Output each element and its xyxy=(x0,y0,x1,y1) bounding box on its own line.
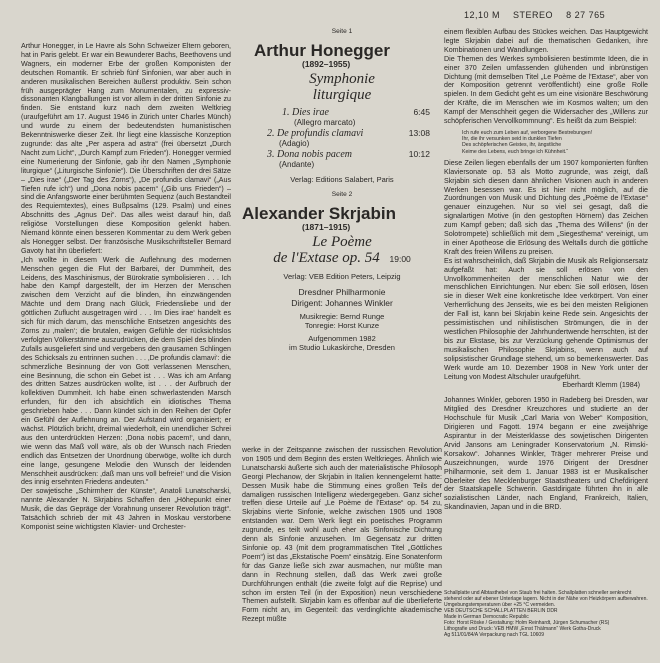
movement-time: 6:45 xyxy=(413,106,430,117)
fine-print: Schallplatte und Albtasthebel von Staub frei halten. Schallplatten schneller senkrecht stehend oder auf ebener Unterlage lagern. Nicht in der Nähe von Heizkörpern aufbewahren. Umgebungstemperaturen über +25 °C vermeiden. VEB DEUTSCHE SCHALLPLATTEN BERLIN DDR Made in German Democratic Republic Foto: Horst Röske / Gestaltung: Holm Reinhardt, Jürgen Schumacher (RS) Lithografie und Druck: VEB HMW „Ernst Thälmann“ Werk Gotha-Druck Ag 511/01/84/A Verpackung nach TGL 10609 xyxy=(444,590,648,638)
movement-time: 10:12 xyxy=(408,148,430,159)
movement-time: 13:08 xyxy=(408,127,430,138)
work-title-1a: Symphonie xyxy=(309,70,375,87)
right-column xyxy=(444,28,648,512)
work-title-2b-text: de l'Extase op. 54 xyxy=(273,249,380,266)
duration: 12,10 M xyxy=(464,10,501,20)
conductor: Dirigent: Johannes Winkler xyxy=(291,297,393,308)
publisher-1: Verlag: Editions Salabert, Paris xyxy=(290,174,394,184)
movement-title: 3. Dona nobis pacem xyxy=(267,148,352,160)
recording-year: Aufgenommen 1982 xyxy=(308,334,376,344)
composer-skrjabin: Alexander Skrjabin xyxy=(242,203,397,223)
left-body-text: Arthur Honegger, in Le Havre als Sohn Schweizer Eltern geboren, hat in Paris gelebt. Er war ein Bewunderer Bachs, Beethovens und Wagners, ein moderner Erbe der großen Komponisten der deutschen Romantik. Er schrieb fünf Sinfonien, war aber auch in anderen musikalischen Bereichen äußerst produktiv. Sein schon früh ausgeprägter Hang zum Monumentalen, zu expressiv-dissonanten Klangballungen ist vor allem in der dritten Sinfonie zu finden. Sie entstand kurz nach dem zweiten Weltkrieg (uraufgeführt am 17. August 1946 in Zürich unter Charles Münch) und wurde zu einem der bedeutendsten humanistischen Bekenntniswerke dieser Zeit. Ihr liegt eine klassische Konzeption zugrunde: das alte „Per aspera ad astra“ (frei übersetzt „Durch Nacht zum Licht“, „Durch Kampf zum Frieden“). Honegger vermied eine Numerierung der Sinfonie, gab ihr den Namen „Symphonie liturgique“ („Liturgische Sinfonie“). Die Überschriften der drei Sätze – „Dies irae“ („Der Tag des Zorns“), „De profundis clamavi“ („Aus Tiefen rufe ich“) und „Dona nobis pacem“ („Gib uns Frieden“) – sind die Anfangsworte einer berühmten Sequenz (auch Bestandteil des Requiemtextes), eines Bußpsalms (129. Psalm) und eines Abschnitts des „Agnus Dei“. Das alles weist darauf hin, daß religiöse Vorstellungen diese Komposition gelenkt haben. Niemand könnte einen besseren Kommentar zu dem Werk geben als Honegger selbst. Der französische Musikschriftsteller Bernard Gavoty hat ihn überliefert: „Ich wollte in diesem Werk die Auflehnung des modernen Menschen gegen die Flut der Barbarei, der Dummheit, des Leidens, des Maschinismus, der Bürokratie symbolisieren . . . Ich habe den Kampf dargestellt, der im Herzen der Menschen zwischen dem Verzicht auf die blinden, ihn einzwängenden Mächte und dem Drang nach Glück, Friedensliebe und der göttlichen Zuflucht ausgetragen wird . . . Im Dies irae‘ handelt es sich für mich darum, das menschliche Entsetzen angesichts des Zorns zu ‚malen‘; die brutalen, ewigen Gefühle der rücksichtslos verfolgten Völkerstämme auszudrücken, die dem Spiel des blinden Zufalls ausgeliefert sind und vergebens den grausamen Schlingen des Schicksals zu entrinnen suchen . . . ‚De profundis clamavi‘: die schmerzliche Besinnung der von Gott verlassenen Menschen, eine Besinnung, die schon ein Gebet ist . . . Was ich am Anfang des dritten Satzes ausdrücken wollte, ist . . . der Aufbruch der kollektiven Dummheit. Ich habe einen schwerlastenden Marsch erfunden, für den ich absichtlich ein idiotisches Thema geschrieben habe . . . Dann kündet sich in den Reihen der Opfer ein Gefühl der Auflehnung an. Der Aufstand wird organisiert; er wächst. Plötzlich bricht, dreimal wiederholt, ein unendlicher Schrei aus den unterdrückten Herzen: ‚Dona nobis pacem!‘, und dann, wie wenn das Maß voll wäre, als ob der Wunsch nach Frieden endlich das Entsetzen der Unordnung überwöge, wollte ich durch eine lange, gesungene Melodie den Wunsch der leidenden Menschheit ausdrücken: ‚daß man uns voll befreie!‘ und die Vision des innig ersehnten Friedens andeuten.“ Der sowjetische „Schirmherr der Künste“, Anatoli Lunatscharski, nannte Alexander N. Skrjabins Schaffen den „Höhepunkt einer Musik, die das Gepräge der Vorahnung unserer Revolution trägt“. Tatsächlich schrieb der mit 43 Jahren in Moskau verstorbene Komponist seine wichtigsten Klavier- und Orchester- xyxy=(21,42,231,531)
left-column xyxy=(21,42,231,532)
orchestra: Dresdner Philharmonie xyxy=(298,287,386,298)
center-bottom-column xyxy=(242,446,442,624)
conductor-bio: Johannes Winkler, geboren 1950 in Radeberg bei Dresden, war Mitglied des Dresdner Kreuzchores und studierte an der Hochschule für Musik „Carl Maria von Weber“ Komposition, Dirigieren und Fagott. 1974 begann er eine zweijährige Aspirantur in der Meisterklasse des sowjetischen Dirigenten Arvid Jansons am Leningrader Konservatorium „N. Rimski-Korsakow“. Johannes Winkler, Träger mehrerer Preise und Auszeichnungen, wurde 1976 Dirigent der Dresdner Philharmonie, seit dem 1. Januar 1983 ist er Musikalischer Oberleiter des Mecklenburger Staatstheaters und Chefdirigent der Staatskapelle Schwerin. Gastdirigate führten ihn in alle sozialistischen Länder, nach England, Frankreich, Italien, Skandinavien, Japan und in die BRD. xyxy=(444,396,648,512)
catalog-number: 8 27 765 xyxy=(566,10,606,20)
movement-tempo: (Adagio) xyxy=(279,138,310,148)
side-2-label: Seite 2 xyxy=(331,190,353,198)
author-signature: Eberhardt Klemm (1984) xyxy=(562,381,640,390)
right-body-text-2: Diese Zeilen liegen ebenfalls der um 1907 komponierten fünften Klaviersonate op. 53 als Motto zugrunde, was zeigt, daß Skrjabin sich diesen dann ähnlichen Visionen auch in anderen Werken besessen war. Es ist hier nicht möglich, auf die Zuordnungen von Musik und Dichtung des „Poème de l'Extase“ genauer einzugehen. Nur so viel sei gesagt, daß die signalartigen Motive (in den gestopften Hörnern) das Zeichen zum Kampf geben; daß sich das „Thema des Willens“ (in der Solotrompete) schließlich mit dem „Siegesthema“ vereinigt, um in einer Apotheose die Erlösung des Weltalls durch die göttliche Kraft des freien Willens zu preisen. Es ist wahrscheinlich, daß Skrjabin die Musik als Religionsersatz aufgefaßt hat: Auch sie soll erlösen von den Unvollkommenheiten der menschlichen Natur wie der menschlichen Einrichtungen. Nur eben: Sie soll erlösen, lösen sie in dieser Welt eine konkretische Idee verkörpert. Von einer Verherrlichung des Jenseits, wie es bei den meisten Religionen der Fall ist, kann bei Skrjabin keine Rede sein. Angesichts der pessimistischen und nihilistischen Strömungen, die in der westlichen Philosophie der Jahrhundertwende herrschten, ist der bis zur Ekstase, bis zur Verzückung gehende Optimismus der musikalischen Philosophie Skrjabins, wenn auch auf solipsistischer Grundlage stehend, um so bemerkenswerter. Das Werk wurde am 10. Dezember 1908 in New York unter der Leitung von Modest Altschuler uraufgeführt. xyxy=(444,158,648,381)
movement-3 xyxy=(267,149,442,170)
movement-title: 1. Dies irae xyxy=(282,106,329,118)
poem-quote: Ich rufe euch zum Leben auf, verborgene Bestrebungen! Ihr, die ihr versunken seid in dunklen Tiefen Des schöpferischen Geistes, ihr, ängstliche Keime des Lebens, euch bringe ich Kühnheit.“ xyxy=(462,129,593,155)
right-body-text-1: einem flexiblen Aufbau des Stückes weichen. Das Hauptgewicht legte Skrjabin dabei auf die thematischen Gedanken, ihre Kombinationen und Wandlungen. Die Themen des Werkes symbolisieren bestimmte Ideen, die in einer 370 Zeilen umfassenden glühenden und inbrünstigen Dichtung (mit demselben Titel „Le Poème de l'Extase“, aber von der Komposition getrennt veröffentlicht) eine große Rolle spielen. In dem Gedicht geht es um eine visionäre Beschwörung der Kräfte, die im Menschen wie im Kosmos walten; um den Kampf der Menschheit gegen die Widersacher des „Willens zur schöpferischen Vervollkommnung“. Es heißt da zum Beispiel: xyxy=(444,28,648,126)
center-column xyxy=(242,28,442,352)
composer-years-2: (1871–1915) xyxy=(302,221,351,232)
composer-years-1: (1892–1955) xyxy=(302,58,351,69)
side-1-label: Seite 1 xyxy=(331,28,353,35)
center-body-text: werke in der Zeitspanne zwischen der russischen Revolution von 1905 und dem Beginn des ersten Weltkrieges. Ähnlich wie Lunatscharski äußerte sich auch der materialistische Philosoph Georgi Plechanow, der Skrjabin in Italien kennengelernt hatte: Dessen Musik habe die Stimmung eines großen Teils der damaligen russischen Intelligenz wiedergegeben. Ganz sicher treffen diese Urteile auf „Le Poème de l'Extase“ op. 54 zu, Skrjabins vierte Sinfonie, welche zwischen 1905 und 1908 entstanden war. Dem Werk liegt ein poetisches Programm zugrunde, es teilt wohl auch eher als Sinfonische Dichtung denn als Sinfonie anzusehen. Im Gegensatz zur dritten Sinfonie op. 43 (mit dem programmatischen Titel „Göttliches Poem“) ist das „Ekstatische Poem“ einsätzig. Eine Sonatenform für das Ganze ließe sich zwar ausmachen, nur müßte man dann in Rechnung stellen, daß das Werk zwei große Durchführungen enthält (die zweite folgt auf die Reprise) und schon im ersten Teil (in der Exposition) neun verschiedene Themen aufstellt. Skrjabin kam es offenbar auf die überlieferte Form nicht an, im Gegenteil: das verdinglichte akademische Rezept müßte xyxy=(242,446,442,624)
movement-title: 2. De profundis clamavi xyxy=(267,127,364,139)
work-title-2a: Le Poème xyxy=(312,233,372,250)
catalog-header xyxy=(464,10,615,20)
music-director: Musikregie: Bernd Runge xyxy=(299,312,385,322)
format: STEREO xyxy=(513,10,554,20)
performance-credits xyxy=(242,287,442,352)
movement-tempo: (Allegro marcato) xyxy=(294,117,356,127)
composer-honegger: Arthur Honegger xyxy=(254,40,390,60)
movement-2 xyxy=(267,128,442,149)
publisher-2: Verlag: VEB Edition Peters, Leipzig xyxy=(283,271,401,281)
work-time-2: 19:00 xyxy=(389,253,411,264)
movement-tempo: (Andante) xyxy=(279,159,315,169)
sound-director: Tonregie: Horst Kunze xyxy=(304,321,380,331)
work-title-1b: liturgique xyxy=(312,86,372,103)
movement-1 xyxy=(282,107,442,128)
recording-studio: im Studio Lukaskirche, Dresden xyxy=(289,343,395,353)
work-title-2b xyxy=(242,250,442,267)
